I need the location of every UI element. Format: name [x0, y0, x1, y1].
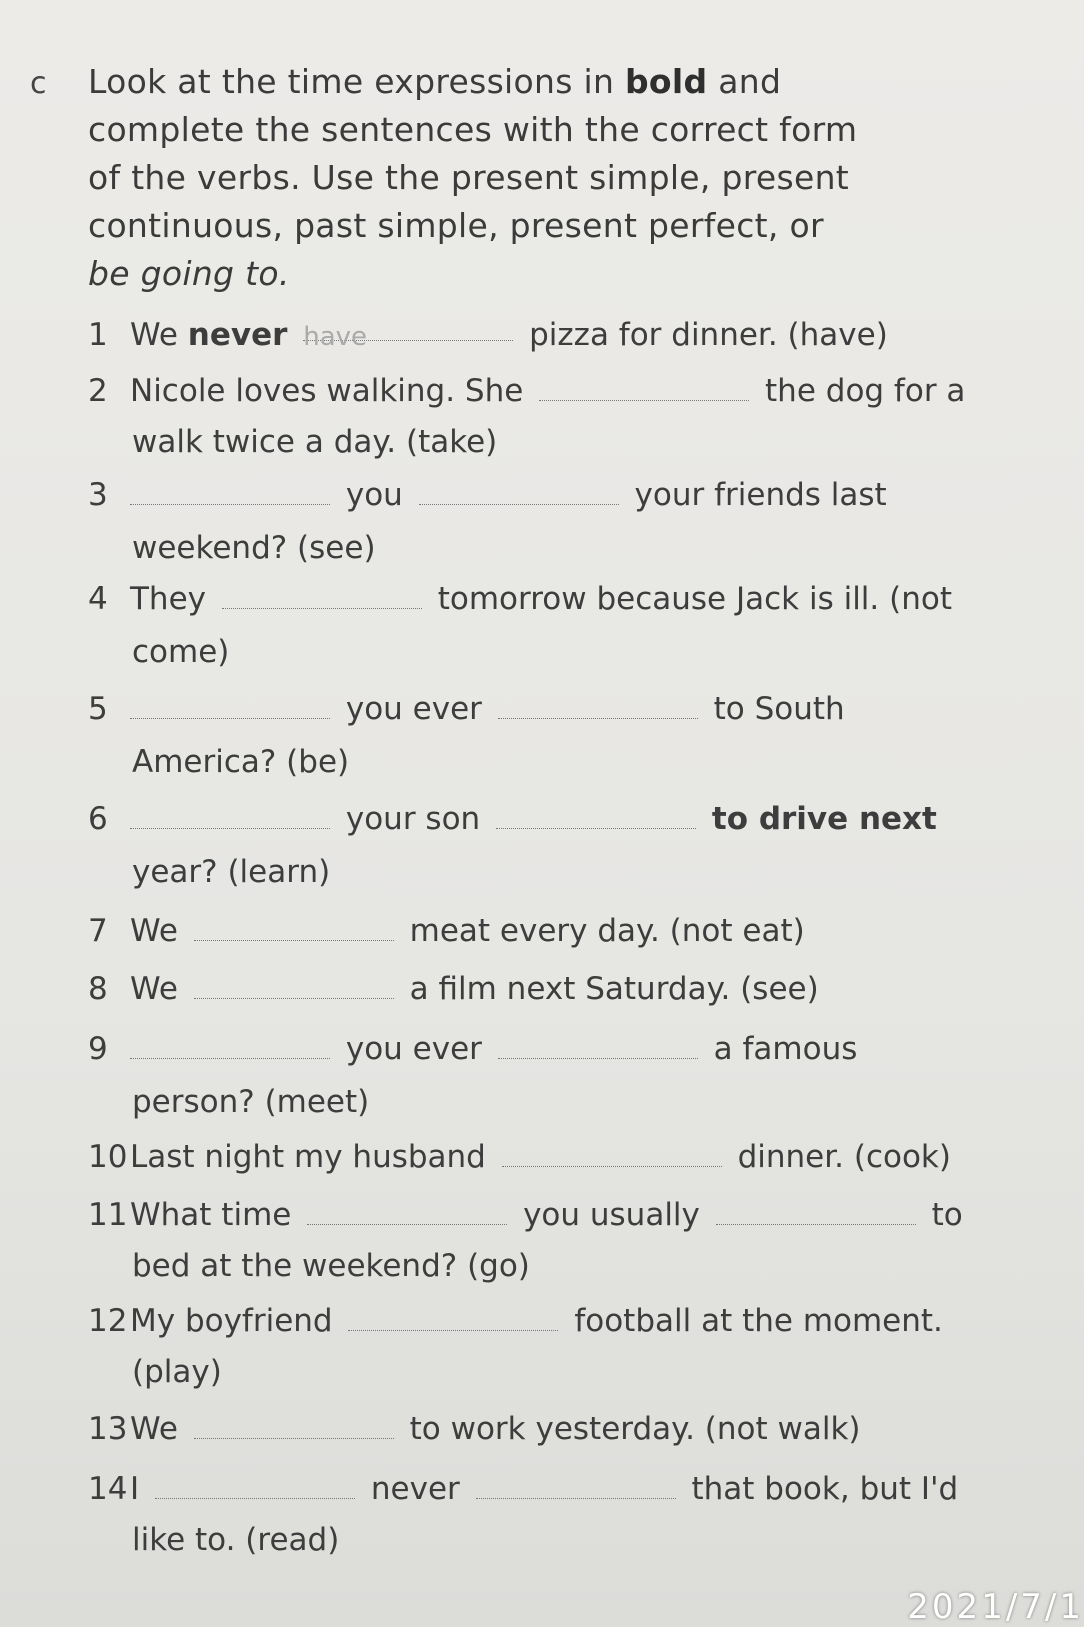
exercise-14-cont: like to. (read)	[132, 1522, 340, 1558]
exercise-text: football at the moment.	[574, 1303, 943, 1339]
exercise-text: meat every day. (not eat)	[409, 913, 805, 949]
answer-blank[interactable]	[155, 1468, 355, 1499]
instr-bold-word: bold	[625, 62, 708, 101]
answer-blank[interactable]	[419, 474, 619, 505]
time-expression: never	[187, 317, 288, 353]
exercise-5-cont: America? (be)	[132, 744, 350, 780]
exercise-text: to South	[713, 691, 845, 727]
answer-blank[interactable]	[194, 910, 394, 941]
answer-blank[interactable]	[222, 578, 422, 609]
exercise-text: Last night my husband	[130, 1139, 486, 1175]
exercise-text: that book, but I'd	[691, 1471, 959, 1507]
exercise-text: to work yesterday. (not walk)	[409, 1411, 861, 1447]
exercise-text: We	[130, 1411, 178, 1447]
answer-blank[interactable]: have	[303, 310, 513, 341]
answer-blank[interactable]	[194, 968, 394, 999]
exercise-text: We	[130, 913, 178, 949]
exercise-number: 4	[88, 581, 108, 617]
exercise-12-cont: (play)	[132, 1354, 222, 1390]
exercise-text: you ever	[345, 691, 482, 727]
answer-blank[interactable]	[348, 1300, 558, 1331]
answer-blank[interactable]	[476, 1468, 676, 1499]
exercise-text: to drive next	[711, 801, 937, 837]
exercise-11	[88, 1188, 963, 1242]
exercise-text: a famous	[713, 1031, 858, 1067]
exercise-text: a film next Saturday. (see)	[409, 971, 819, 1007]
answer-blank[interactable]	[130, 688, 330, 719]
exercise-text: your son	[345, 801, 481, 837]
exercise-text: We	[130, 317, 188, 353]
exercise-text: you	[345, 477, 403, 513]
exercise-6	[88, 792, 937, 846]
exercise-number: 11	[88, 1197, 128, 1233]
exercise-14	[88, 1462, 958, 1516]
exercise-text: you ever	[345, 1031, 482, 1067]
answer-blank[interactable]	[498, 1028, 698, 1059]
instr-line2: complete the sentences with the correct form	[88, 110, 858, 149]
instr-line1-post: and	[707, 62, 782, 101]
exercise-text: dinner. (cook)	[737, 1139, 951, 1175]
exercise-2-cont: walk twice a day. (take)	[132, 424, 498, 460]
date-stamp: 2021/7/1	[907, 1587, 1084, 1627]
exercise-number: 13	[88, 1411, 128, 1447]
exercise-5	[88, 682, 845, 736]
exercise-text: What time	[130, 1197, 292, 1233]
exercise-7	[88, 904, 805, 958]
exercise-12	[88, 1294, 943, 1348]
exercise-3	[88, 468, 887, 522]
exercise-number: 8	[88, 971, 108, 1007]
exercise-1	[88, 308, 888, 362]
exercise-text: the dog for a	[765, 373, 966, 409]
exercise-number: 10	[88, 1139, 128, 1175]
instr-line3: of the verbs. Use the present simple, present	[88, 158, 850, 197]
answer-blank[interactable]	[539, 370, 749, 401]
exercise-11-cont: bed at the weekend? (go)	[132, 1248, 530, 1284]
instr-line5: be going to.	[88, 254, 290, 293]
instr-line4: continuous, past simple, present perfect, or	[88, 206, 824, 245]
instructions	[88, 58, 968, 298]
exercise-8	[88, 962, 819, 1016]
exercise-number: 2	[88, 373, 108, 409]
section-letter: c	[30, 66, 47, 101]
exercise-number: 5	[88, 691, 108, 727]
exercise-text: My boyfriend	[130, 1303, 333, 1339]
answer-blank[interactable]	[716, 1194, 916, 1225]
answer-blank[interactable]	[307, 1194, 507, 1225]
exercise-4-cont: come)	[132, 634, 230, 670]
exercise-9-cont: person? (meet)	[132, 1084, 370, 1120]
exercise-text: pizza for dinner. (have)	[519, 317, 888, 353]
answer-blank[interactable]	[130, 798, 330, 829]
exercise-number: 7	[88, 913, 108, 949]
answer-blank[interactable]	[496, 798, 696, 829]
exercise-text: you usually	[523, 1197, 700, 1233]
answer-blank[interactable]	[502, 1136, 722, 1167]
exercise-text: They	[130, 581, 207, 617]
answer-blank[interactable]	[498, 688, 698, 719]
exercise-text: tomorrow because Jack is ill. (not	[437, 581, 952, 617]
exercise-9	[88, 1022, 857, 1076]
exercise-text: your friends last	[634, 477, 887, 513]
answer-blank[interactable]	[130, 1028, 330, 1059]
exercise-text: Nicole loves walking. She	[130, 373, 524, 409]
exercise-number: 12	[88, 1303, 128, 1339]
answer-blank[interactable]	[194, 1408, 394, 1439]
exercise-number: 14	[88, 1471, 128, 1507]
exercise-number: 1	[88, 317, 108, 353]
exercise-10	[88, 1130, 951, 1184]
exercise-number: 9	[88, 1031, 108, 1067]
exercise-text: I	[130, 1471, 140, 1507]
exercise-text: We	[130, 971, 178, 1007]
exercise-3-cont: weekend? (see)	[132, 530, 376, 566]
exercise-text: never	[370, 1471, 460, 1507]
exercise-6-cont: year? (learn)	[132, 854, 331, 890]
exercise-number: 6	[88, 801, 108, 837]
exercise-number: 3	[88, 477, 108, 513]
instr-line1-pre: Look at the time expressions in	[88, 62, 625, 101]
exercise-4	[88, 572, 952, 626]
answer-blank[interactable]	[130, 474, 330, 505]
exercise-text: to	[931, 1197, 963, 1233]
exercise-2	[88, 364, 965, 418]
exercise-13	[88, 1402, 861, 1456]
